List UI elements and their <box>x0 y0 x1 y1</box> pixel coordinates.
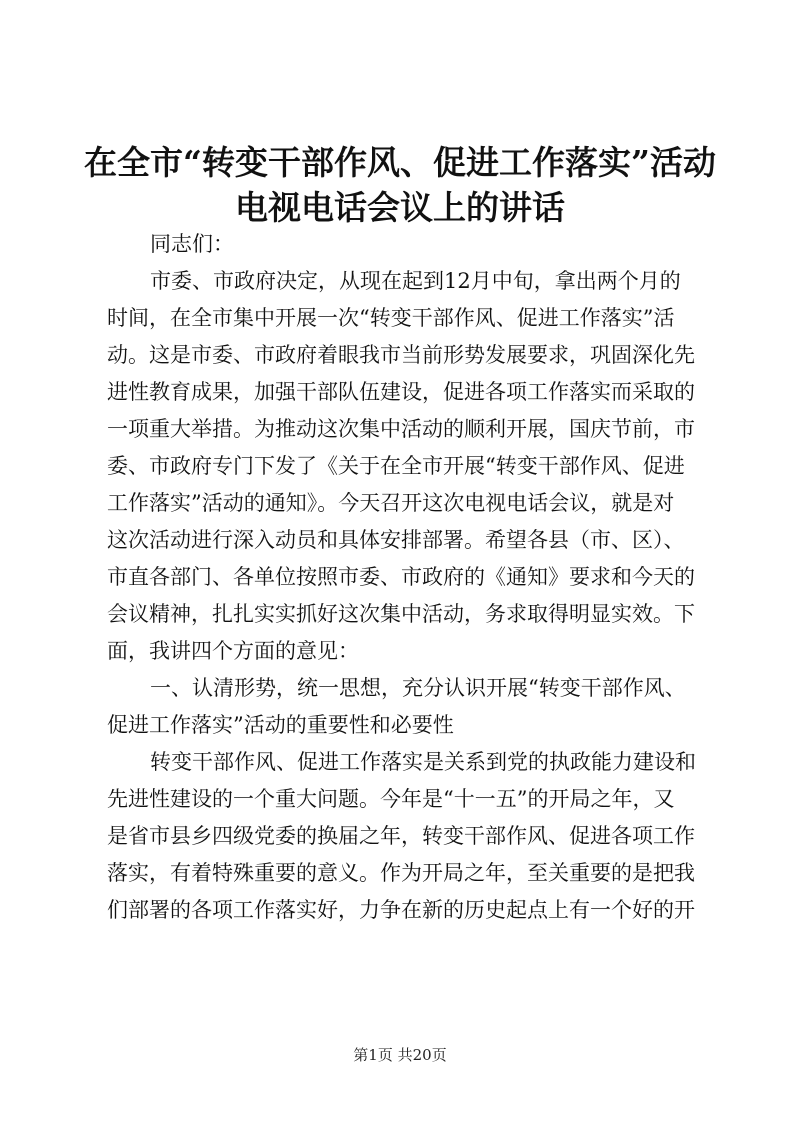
salutation: 同志们： <box>150 232 234 256</box>
paragraph-line: 这次活动进行深入动员和具体安排部署。希望各县（市、区）、 <box>107 528 685 552</box>
paragraph-line: 市委、市政府决定，从现在起到12月中旬，拿出两个月的 <box>150 269 681 293</box>
paragraph-line: 委、市政府专门下发了《关于在全市开展“转变干部作风、促进 <box>107 454 685 478</box>
paragraph-line: 落实，有着特殊重要的意义。作为开局之年，至关重要的是把我 <box>107 861 695 885</box>
paragraph-line: 先进性建设的一个重大问题。今年是“十一五”的开局之年，又 <box>107 787 675 811</box>
paragraph-line: 工作落实”活动的通知》。今天召开这次电视电话会议，就是对 <box>107 491 675 515</box>
paragraph-line: 是省市县乡四级党委的换届之年，转变干部作风、促进各项工作 <box>107 824 695 848</box>
paragraph-line: 面，我讲四个方面的意见： <box>107 639 359 663</box>
document-body <box>107 226 707 929</box>
paragraph-line: 们部署的各项工作落实好，力争在新的历史起点上有一个好的开 <box>107 898 695 922</box>
paragraph-line: 会议精神，扎扎实实抓好这次集中活动，务求取得明显实效。下 <box>107 602 695 626</box>
document-title-line-2: 电视电话会议上的讲话 <box>235 188 565 227</box>
section-heading-line: 一、认清形势，统一思想，充分认识开展“转变干部作风、 <box>150 676 686 700</box>
paragraph-line: 动。这是市委、市政府着眼我市当前形势发展要求，巩固深化先 <box>107 343 695 367</box>
paragraph-line: 时间，在全市集中开展一次“转变干部作风、促进工作落实”活 <box>107 306 675 330</box>
paragraph-line: 转变干部作风、促进工作落实是关系到党的执政能力建设和 <box>150 750 696 774</box>
paragraph-line: 市直各部门、各单位按照市委、市政府的《通知》要求和今天的 <box>107 565 695 589</box>
paragraph-line: 一项重大举措。为推动这次集中活动的顺利开展，国庆节前，市 <box>107 417 695 441</box>
paragraph-line: 进性教育成果，加强干部队伍建设，促进各项工作落实而采取的 <box>107 380 695 404</box>
section-heading-line: 促进工作落实”活动的重要性和必要性 <box>107 713 454 737</box>
page-number-footer: 第1页 共20页 <box>353 1046 447 1064</box>
document-title-line-1: 在全市“转变干部作风、促进工作落实”活动 <box>84 143 716 182</box>
